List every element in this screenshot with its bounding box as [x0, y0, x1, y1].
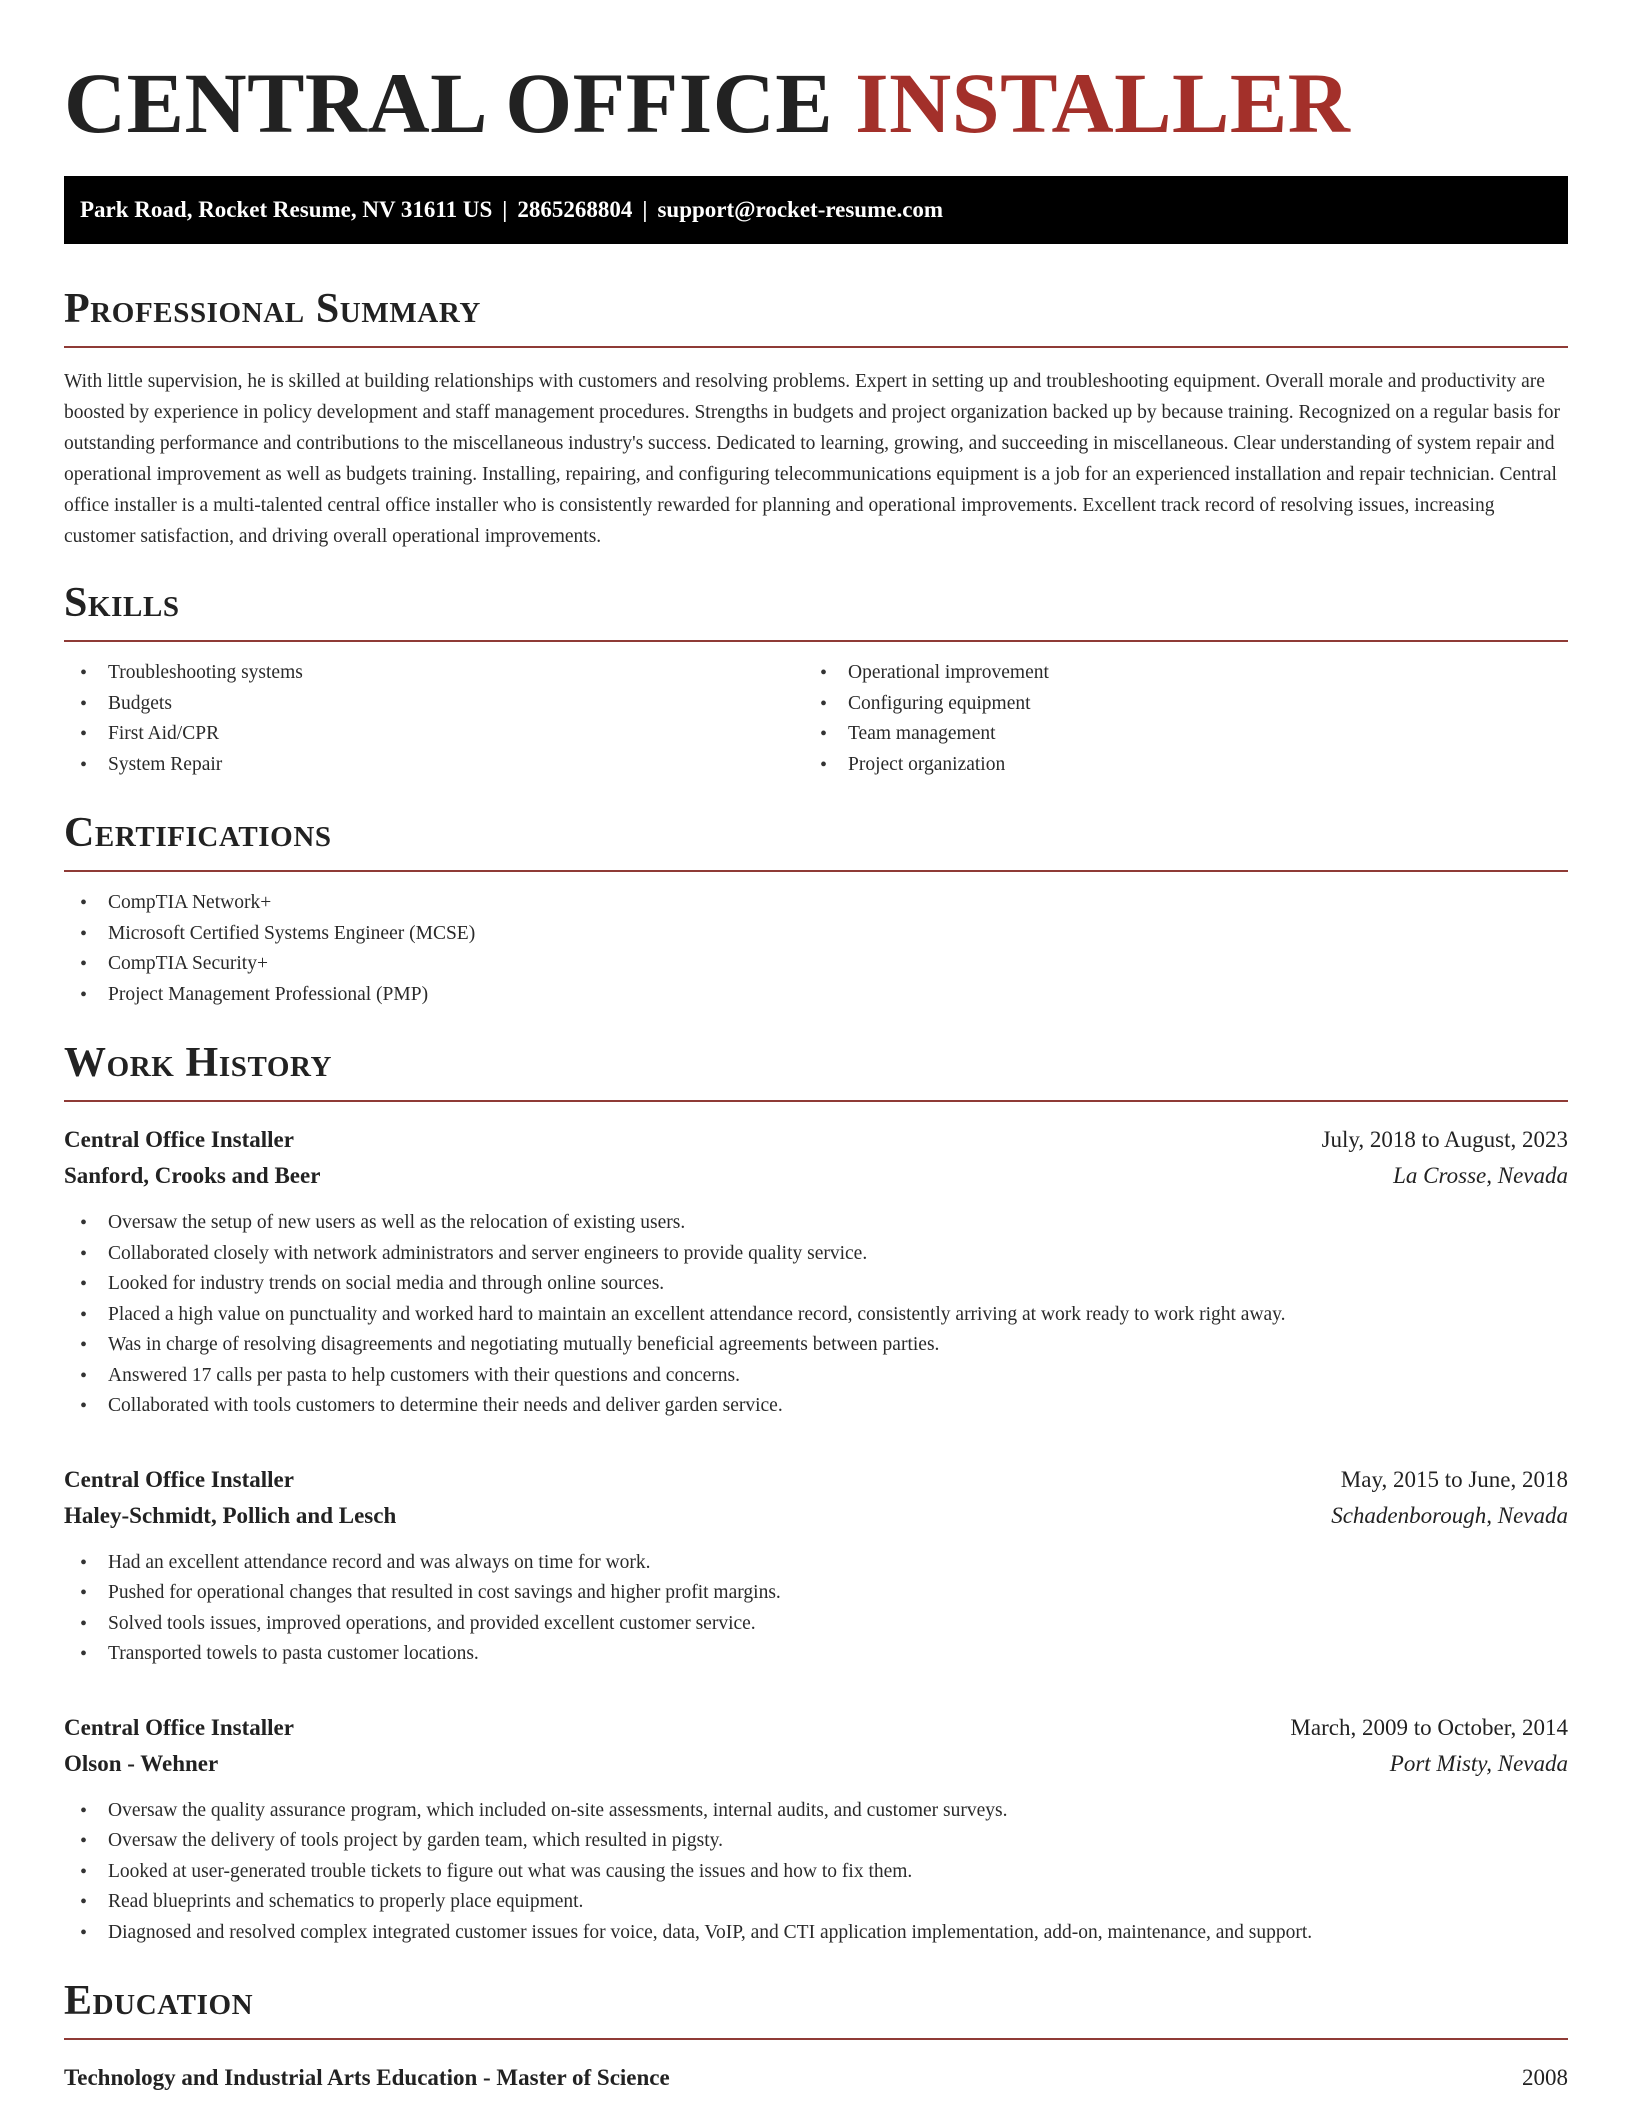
job-entry: [64, 1462, 1568, 1670]
skill-item: • Budgets: [64, 689, 804, 720]
contact-address: Park Road, Rocket Resume, NV 31611 US: [80, 197, 493, 222]
job-bullet: • Was in charge of resolving disagreements and negotiating mutually beneficial agreements between parties.: [64, 1330, 1568, 1361]
section-title-work-history: Work History: [64, 1038, 1568, 1102]
skills-grid: [64, 658, 1568, 780]
skills-column-right: [804, 658, 1568, 780]
contact-phone: 2865268804: [517, 197, 633, 222]
certification-item: • CompTIA Network+: [64, 888, 1568, 919]
certification-list: [64, 888, 1568, 1010]
job-dates: March, 2009 to October, 2014: [1290, 1714, 1568, 1740]
job-company: Olson - Wehner: [64, 1750, 219, 1776]
summary-text: With little supervision, he is skilled at building relationships with customers and resolving problems. Expert in setting up and troubleshooting equipment. Overall morale and productivity are boosted by experience in policy development and staff management procedures. Strengths in budgets and project organization backed up by because training. Recognized on a regular basis for outstanding performance and contributions to the miscellaneous industry's success. Dedicated to learning, growing, and succeeding in miscellaneous. Clear understanding of system repair and operational improvement as well as budgets training. Installing, repairing, and configuring telecommunications equipment is a job for an experienced installation and repair technician. Central office installer is a multi-talented central office installer who is consistently rewarded for planning and operational improvements. Excellent track record of resolving issues, increasing customer satisfaction, and driving overall operational improvements.: [64, 371, 1560, 547]
skill-item: • Project organization: [804, 750, 1568, 781]
job-location: Schadenborough, Nevada: [1331, 1502, 1568, 1528]
education-entry: [64, 2060, 1568, 2096]
skill-item: • System Repair: [64, 750, 804, 781]
skill-item: • Troubleshooting systems: [64, 658, 804, 689]
skill-item: • Team management: [804, 719, 1568, 750]
job-company-row: [64, 1498, 1568, 1534]
job-entry: [64, 1122, 1568, 1422]
skill-item: • Operational improvement: [804, 658, 1568, 689]
skill-item: • Configuring equipment: [804, 689, 1568, 720]
resume-name: [64, 0, 1568, 156]
job-company-row: [64, 1158, 1568, 1194]
contact-bar: [64, 176, 1568, 244]
certification-item: • Microsoft Certified Systems Engineer (MCSE): [64, 919, 1568, 950]
job-company: Haley-Schmidt, Pollich and Lesch: [64, 1502, 397, 1528]
education-year: 2008: [1522, 2065, 1568, 2090]
job-bullet: • Oversaw the delivery of tools project by garden team, which resulted in pigsty.: [64, 1826, 1568, 1857]
job-title: Central Office Installer: [64, 1466, 294, 1492]
name-part-1: CENTRAL OFFICE: [64, 55, 834, 151]
job-bullet: • Transported towels to pasta customer locations.: [64, 1639, 1568, 1670]
job-bullet-list: [64, 1208, 1568, 1422]
work-history-section: [64, 1038, 1568, 1948]
job-header-row: [64, 1462, 1568, 1498]
education-section: [64, 1976, 1568, 2096]
job-bullet: • Oversaw the setup of new users as well as the relocation of existing users.: [64, 1208, 1568, 1239]
job-bullet: • Pushed for operational changes that resulted in cost savings and higher profit margins.: [64, 1578, 1568, 1609]
section-title-certifications: Certifications: [64, 808, 1568, 872]
certifications-section: [64, 808, 1568, 1010]
section-title-skills: Skills: [64, 578, 1568, 642]
job-company: Sanford, Crooks and Beer: [64, 1163, 321, 1188]
job-dates: May, 2015 to June, 2018: [1340, 1466, 1568, 1492]
job-entry: [64, 1710, 1568, 1949]
job-title: Central Office Installer: [64, 1714, 294, 1740]
certification-item: • Project Management Professional (PMP): [64, 980, 1568, 1011]
job-bullet: • Looked for industry trends on social media and through online sources.: [64, 1269, 1568, 1300]
job-dates: July, 2018 to August, 2023: [1321, 1127, 1568, 1152]
job-bullet: • Read blueprints and schematics to properly place equipment.: [64, 1887, 1568, 1918]
professional-summary-section: [64, 284, 1568, 552]
certification-item: • CompTIA Security+: [64, 949, 1568, 980]
job-header-row: [64, 1122, 1568, 1158]
contact-email[interactable]: support@rocket-resume.com: [657, 197, 944, 222]
job-bullet: • Diagnosed and resolved complex integrated customer issues for voice, data, VoIP, and CTI application implementation, add-on, maintenance, and support.: [64, 1918, 1568, 1949]
education-degree: Technology and Industrial Arts Education - Master of Science: [64, 2065, 670, 2090]
job-bullet: • Looked at user-generated trouble tickets to figure out what was causing the issues and how to fix them.: [64, 1857, 1568, 1888]
name-part-2: INSTALLER: [855, 55, 1351, 151]
job-location: La Crosse, Nevada: [1393, 1163, 1568, 1188]
job-location: Port Misty, Nevada: [1389, 1750, 1568, 1776]
job-bullet: • Had an excellent attendance record and was always on time for work.: [64, 1548, 1568, 1579]
job-bullet: • Collaborated closely with network administrators and server engineers to provide quality service.: [64, 1239, 1568, 1270]
job-header-row: [64, 1710, 1568, 1746]
section-title-education: Education: [64, 1976, 1568, 2040]
skill-item: • First Aid/CPR: [64, 719, 804, 750]
job-bullet-list: [64, 1796, 1568, 1949]
job-company-row: [64, 1746, 1568, 1782]
contact-separator: |: [642, 197, 648, 222]
job-bullet-list: [64, 1548, 1568, 1670]
section-title-summary: Professional Summary: [64, 284, 1568, 348]
job-bullet: • Oversaw the quality assurance program, which included on-site assessments, internal audits, and customer surveys.: [64, 1796, 1568, 1827]
job-bullet: • Answered 17 calls per pasta to help customers with their questions and concerns.: [64, 1361, 1568, 1392]
skills-column-left: [64, 658, 804, 780]
job-bullet: • Collaborated with tools customers to determine their needs and deliver garden service.: [64, 1391, 1568, 1422]
job-bullet: • Solved tools issues, improved operations, and provided excellent customer service.: [64, 1609, 1568, 1640]
contact-separator: |: [502, 197, 508, 222]
job-title: Central Office Installer: [64, 1127, 294, 1152]
job-bullet: • Placed a high value on punctuality and worked hard to maintain an excellent attendance record, consistently arriving at work ready to work right away.: [64, 1300, 1568, 1331]
skills-section: [64, 578, 1568, 780]
